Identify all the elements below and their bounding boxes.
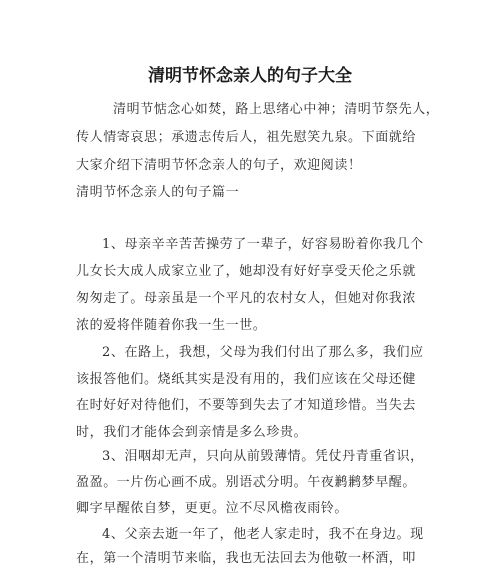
paragraph-line: 浓的爱将伴随着你我一生一世。 [76, 318, 267, 333]
paragraph-line: 盈盈。一片伤心画不成。别语忒分明。午夜鹣鹣梦早醒。 [76, 475, 417, 490]
intro-line: 大家介绍下清明节怀念亲人的句子，欢迎阅读！ [76, 158, 362, 173]
paragraph-line: 匆匆走了。母亲虽是一个平凡的农村女人，但她对你我浓 [76, 291, 417, 306]
paragraph-line: 2、在路上，我想，父母为我们付出了那么多，我们应 [102, 345, 424, 360]
intro-line: 清明节惦念心如焚，路上思绪心中神；清明节祭先人， [113, 102, 440, 117]
paragraph-line: 在，第一个清明节来临，我也无法回去为他敬一杯酒，叩 [76, 551, 417, 566]
paragraph-line: 儿女长大成人成家立业了，她却没有好好享受天伦之乐就 [76, 264, 417, 279]
paragraph-line: 3、泪咽却无声，只向从前毁薄情。凭仗丹青重省识， [102, 449, 424, 464]
document-title: 清明节怀念亲人的句子大全 [148, 66, 352, 86]
paragraph-line: 在时好好对待他们，不要等到失去了才知道珍惜。当失去 [76, 398, 417, 413]
intro-line: 传人情寄哀思；承遗志传后人，祖先慰笑九泉。下面就给 [76, 130, 417, 145]
paragraph-line: 4、父亲去逝一年了，他老人家走时，我不在身边。现 [102, 527, 424, 542]
paragraph-line: 时，我们才能体会到亲情是多么珍贵。 [76, 425, 308, 440]
paragraph-line: 卿字早醒侬自梦，更更。泣不尽风檐夜雨铃。 [76, 501, 349, 516]
section-heading: 清明节怀念亲人的句子篇一 [76, 185, 240, 200]
paragraph-line: 1、母亲辛辛苦苦操劳了一辈子，好容易盼着你我几个 [102, 237, 424, 252]
paragraph-line: 该报答他们。烧纸其实是没有用的，我们应该在父母还健 [76, 372, 417, 387]
